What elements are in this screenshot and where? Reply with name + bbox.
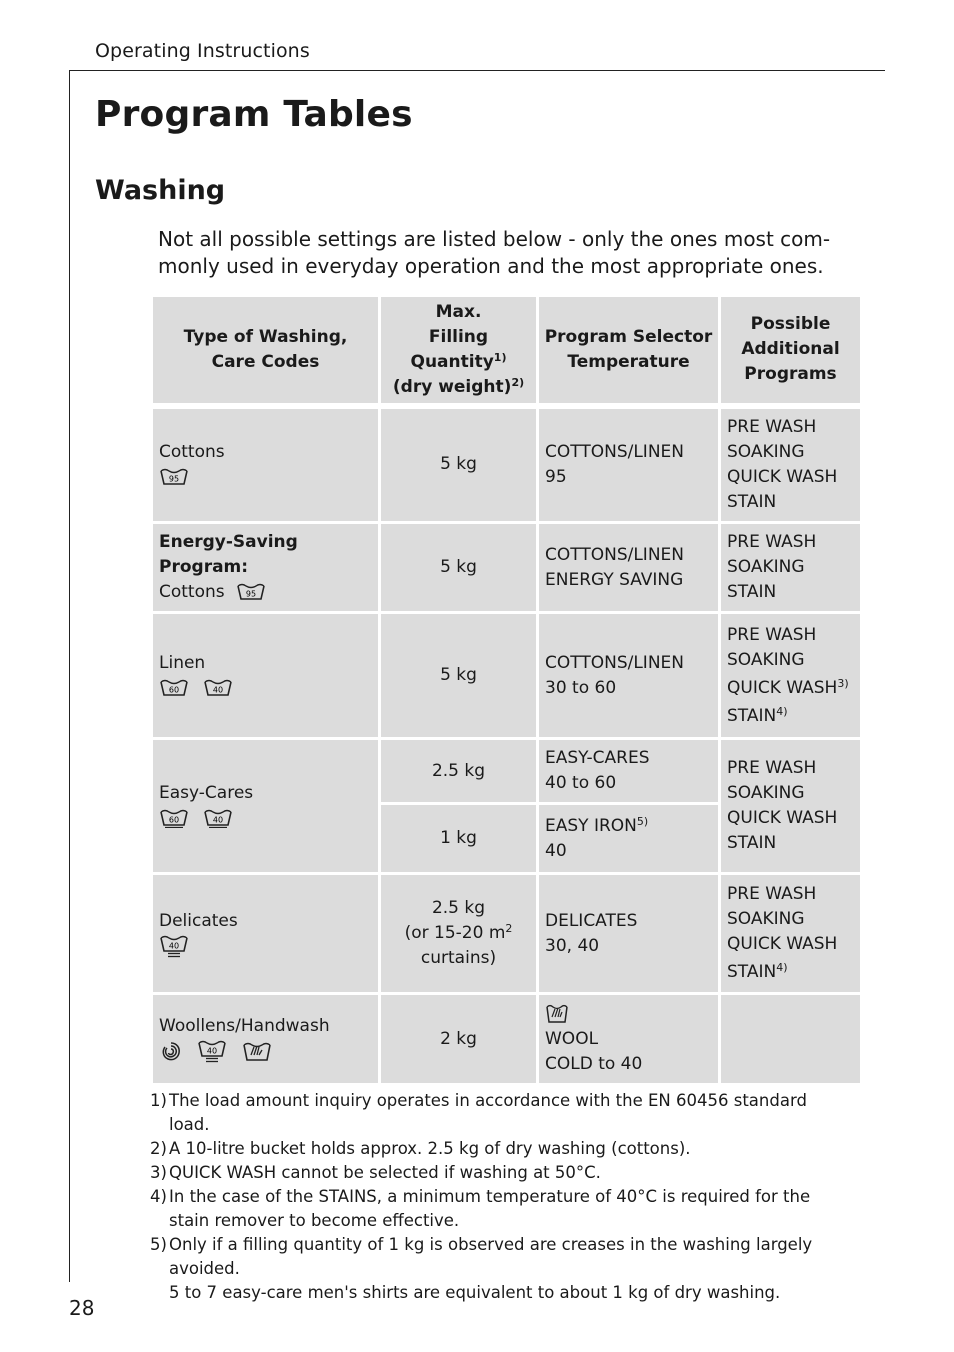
intro-paragraph [158, 226, 848, 280]
svg-text:60: 60 [168, 815, 180, 825]
program-cell: WOOL COLD to 40 [538, 994, 720, 1085]
svg-text:95: 95 [168, 474, 180, 484]
section-title: Washing [95, 175, 226, 206]
footnote: 3) QUICK WASH cannot be selected if washing at 50°C. [150, 1163, 601, 1182]
hand-wash-icon [545, 1003, 569, 1025]
left-rule [69, 70, 70, 1282]
additional-cell: PRE WASH SOAKING STAIN [720, 523, 862, 613]
program-cell: COTTONS/LINEN ENERGY SAVING [538, 523, 720, 613]
footnote: 1) The load amount inquiry operates in accordance with the EN 60456 standard load. [150, 1091, 807, 1134]
quantity-cell: 1 kg [380, 804, 538, 874]
table-row [152, 613, 862, 739]
wash-95-icon [236, 582, 266, 602]
table-row [152, 523, 862, 613]
program-cell: COTTONS/LINEN 30 to 60 [538, 613, 720, 739]
svg-text:40: 40 [207, 1046, 218, 1055]
quantity-cell: 2 kg [380, 994, 538, 1085]
table-header-row [152, 296, 862, 406]
type-cell: Energy-Saving Program: Cottons 95 [152, 523, 380, 613]
intro-line: Not all possible settings are listed below - only the ones most com- [158, 227, 831, 251]
type-cell: Easy-Cares 60 40 [152, 739, 380, 874]
additional-cell: PRE WASH SOAKING QUICK WASH STAIN$^{4)}$ [720, 874, 862, 994]
footnote: 4) In the case of the STAINS, a minimum temperature of 40°C is required for the stain remover to become effective. [150, 1187, 811, 1230]
program-cell: COTTONS/LINEN 95 [538, 406, 720, 523]
table-row [152, 406, 862, 523]
svg-text:40: 40 [213, 685, 224, 694]
woolmark-icon [159, 1040, 183, 1064]
program-cell: DELICATES 30, 40 [538, 874, 720, 994]
svg-text:40: 40 [213, 815, 224, 825]
quantity-cell: 2.5 kg (or 15-20 $m^2$ curtains) [380, 874, 538, 994]
footnotes [150, 1089, 850, 1305]
svg-text:40: 40 [168, 941, 180, 950]
type-cell: Delicates 40 [152, 874, 380, 994]
quantity-cell: 5 kg [380, 523, 538, 613]
intro-line: monly used in everyday operation and the most appropriate ones. [158, 254, 824, 278]
wash-40-icon [203, 808, 233, 828]
table-row [152, 739, 862, 804]
type-cell: Cottons 95 [152, 406, 380, 523]
header-program-selector: Program Selector Temperature [538, 296, 720, 406]
header-filling-quantity: Max. Filling Quantity$^{1)}$ (dry weight)$^{2)}$ [380, 296, 538, 406]
running-header: Operating Instructions [95, 40, 310, 62]
additional-cell: PRE WASH SOAKING QUICK WASH STAIN [720, 406, 862, 523]
wash-60-icon [159, 678, 189, 698]
table-row [152, 994, 862, 1085]
wash-40-gentle-icon [159, 934, 189, 958]
quantity-cell: 5 kg [380, 406, 538, 523]
program-table [150, 294, 863, 1086]
wash-40-icon [203, 678, 233, 698]
type-cell: Linen 60 40 [152, 613, 380, 739]
wash-60-icon [159, 808, 189, 828]
wash-40-wool-icon [197, 1039, 227, 1065]
hand-wash-icon [242, 1041, 272, 1063]
page-number: 28 [69, 1296, 95, 1320]
additional-cell: PRE WASH SOAKING QUICK WASH$^{3)}$ STAIN$^{4)}$ [720, 613, 862, 739]
table-row [152, 874, 862, 994]
quantity-cell: 5 kg [380, 613, 538, 739]
footnote: 5) Only if a filling quantity of 1 kg is observed are creases in the washing largely avoided. 5 to 7 easy-care men's shirts are equivalent to about 1 kg of dry washing. [150, 1235, 813, 1302]
wash-95-icon [159, 467, 189, 487]
page-title: Program Tables [95, 94, 413, 135]
footnote: 2) A 10-litre bucket holds approx. 2.5 kg of dry washing (cottons). [150, 1139, 691, 1158]
type-cell: Woollens/Handwash 40 [152, 994, 380, 1085]
top-rule [69, 70, 885, 71]
svg-text:60: 60 [168, 685, 180, 694]
header-type: Type of Washing, Care Codes [152, 296, 380, 406]
program-cell: EASY-CARES 40 to 60 [538, 739, 720, 804]
additional-cell: PRE WASH SOAKING QUICK WASH STAIN [720, 739, 862, 874]
program-cell: EASY IRON$^{5)}$ 40 [538, 804, 720, 874]
svg-text:95: 95 [245, 589, 257, 599]
quantity-cell: 2.5 kg [380, 739, 538, 804]
header-additional-programs: Possible Additional Programs [720, 296, 862, 406]
additional-cell-empty [720, 994, 862, 1085]
